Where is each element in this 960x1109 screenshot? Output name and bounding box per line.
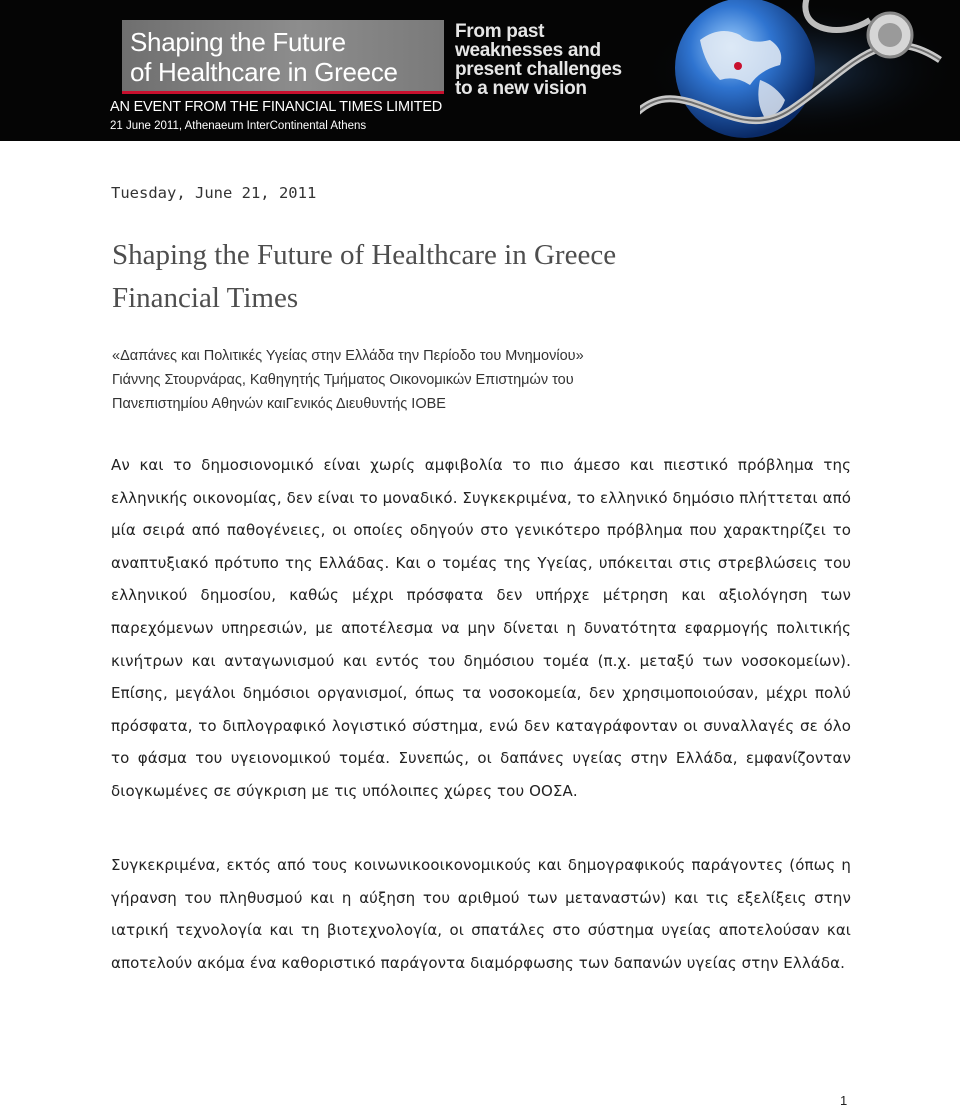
document-date: Tuesday, June 21, 2011 xyxy=(111,184,317,202)
event-banner xyxy=(0,0,960,141)
talk-subheading xyxy=(112,344,872,416)
speaker-affiliation: Πανεπιστημίου Αθηνών καιΓενικός Διευθυντής ΙΟΒΕ xyxy=(112,396,446,412)
body-paragraph-1: Αν και το δημοσιονομικό είναι χωρίς αμφιβολία το πιο άμεσο και πιεστικό πρόβλημα της ελληνικής οικονομίας, δεν είναι το μοναδικό. Συγκεκριμένα, το ελληνικό δημόσιο πλήττεται από μία σειρά από παθογένειες, οι οποίες οδηγούν στο γενικότερο πρόβλημα που χαρακτηρίζει το αναπτυξιακό πρότυπο της Ελλάδας. Και ο τομέας της Υγείας, υπόκειται στις στρεβλώσεις του ελληνικού δημοσίου, καθώς μέχρι πρόσφατα δεν υπήρχε μέτρηση και αξιολόγηση των παρεχόμενων υπηρεσιών, με αποτέλεσμα να μην δίνεται η δυνατότητα εφαρμογής πολιτικής κινήτρων και ανταγωνισμού και εντός του δημόσιου τομέα (π.χ. μεταξύ των νοσοκομείων). Επίσης, μεγάλοι δημόσιοι οργανισμοί, όπως τα νοσοκομεία, δεν χρησιμοποιούσαν, μέχρι πολύ πρόσφατα, το διπλογραφικό λογιστικό σύστημα, ενώ δεν καταγράφονταν οι συναλλαγές σε όλο το φάσμα του υγειονομικού τομέα. Συνεπώς, οι δαπάνες υγείας στην Ελλάδα, εμφανίζονταν διογκωμένες σε σύγκριση με τις υπόλοιπες χώρες του ΟΟΣΑ. xyxy=(111,456,851,800)
banner-tagline: From past weaknesses and present challenges to a new vision xyxy=(455,21,622,99)
title-line-2: Financial Times xyxy=(112,282,299,314)
banner-event-line: AN EVENT FROM THE FINANCIAL TIMES LIMITED xyxy=(110,99,443,115)
globe-stethoscope-image xyxy=(640,0,960,141)
banner-date-location: 21 June 2011, Athenaeum InterContinental Athens xyxy=(110,120,367,132)
speaker-line: Γιάννης Στουρνάρας, Καθηγητής Τμήματος Οικονομικών Επιστημών του xyxy=(112,372,574,388)
talk-title: «Δαπάνες και Πολιτικές Υγείας στην Ελλάδα την Περίοδο του Μνημονίου» xyxy=(112,348,584,364)
document-title xyxy=(112,234,872,320)
body-paragraph-2: Συγκεκριμένα, εκτός από τους κοινωνικοοικονομικούς και δημογραφικούς παράγοντες (όπως η γήρανση του πληθυσμού και η αύξηση του αριθμού των μεταναστών) και τις εξελίξεις στην ιατρική τεχνολογία και τη βιοτεχνολογία, οι σπατάλες στο σύστημα υγείας αποτελούσαν και αποτελούν ακόμα ένα καθοριστικό παράγοντα διαμόρφωσης των δαπανών υγείας στην Ελλάδα. xyxy=(111,856,851,972)
banner-title: Shaping the Future of Healthcare in Greece xyxy=(130,27,398,87)
page-number: 1 xyxy=(840,1093,848,1108)
title-line-1: Shaping the Future of Healthcare in Greece xyxy=(112,239,617,271)
